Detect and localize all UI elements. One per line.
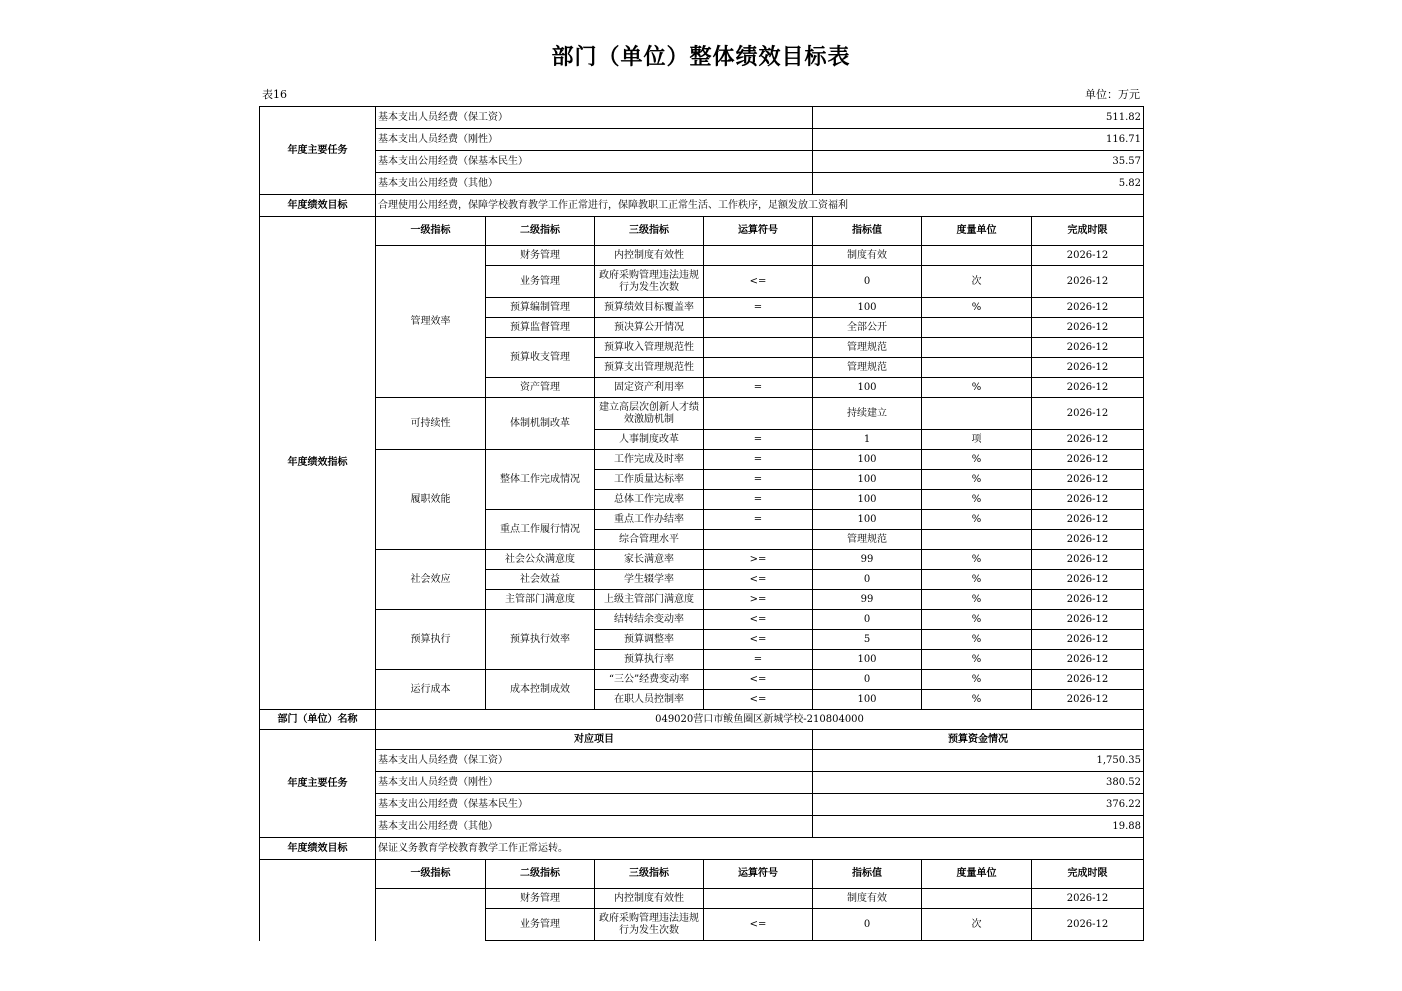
- indicator-row: [260, 450, 1144, 470]
- level3-cell: 政府采购管理违法违规行为发生次数: [595, 909, 704, 941]
- indicator-row: [260, 889, 1144, 909]
- value-cell: 100: [813, 450, 922, 470]
- deadline-cell: 2026-12: [1032, 630, 1144, 650]
- level1-cell: 履职效能: [376, 450, 486, 550]
- unit-cell: %: [922, 378, 1032, 398]
- operator-cell: <=: [704, 690, 813, 710]
- task-row: [260, 129, 1144, 151]
- level1-cell: 预算执行: [376, 610, 486, 670]
- annual-indicators-label: 年度绩效指标: [260, 217, 376, 710]
- value-cell: 制度有效: [813, 889, 922, 909]
- indicator-row: [260, 610, 1144, 630]
- level3-cell: 预算支出管理规范性: [595, 358, 704, 378]
- unit-cell: %: [922, 490, 1032, 510]
- level3-cell: 人事制度改革: [595, 430, 704, 450]
- level2-cell: 重点工作履行情况: [486, 510, 595, 550]
- unit-cell: [922, 318, 1032, 338]
- indicator-header-row: [260, 860, 1144, 889]
- value-cell: 100: [813, 470, 922, 490]
- level2-cell: 体制机制改革: [486, 398, 595, 450]
- unit-cell: [922, 246, 1032, 266]
- unit-cell: %: [922, 570, 1032, 590]
- deadline-cell: 2026-12: [1032, 550, 1144, 570]
- deadline-cell: 2026-12: [1032, 470, 1144, 490]
- level3-cell: 工作质量达标率: [595, 470, 704, 490]
- value-cell: 管理规范: [813, 358, 922, 378]
- value-cell: 全部公开: [813, 318, 922, 338]
- level2-cell: 成本控制成效: [486, 670, 595, 710]
- deadline-cell: 2026-12: [1032, 450, 1144, 470]
- operator-cell: =: [704, 378, 813, 398]
- unit-cell: 项: [922, 430, 1032, 450]
- task-amount: 1,750.35: [813, 750, 1144, 772]
- task-name: 基本支出公用经费（其他）: [376, 816, 813, 838]
- task-amount: 5.82: [813, 173, 1144, 195]
- annual-goal-text: 保证义务教育学校教育教学工作正常运转。: [376, 838, 1144, 860]
- level3-cell: 家长满意率: [595, 550, 704, 570]
- goal-row: [260, 195, 1144, 217]
- level3-cell: 内控制度有效性: [595, 889, 704, 909]
- header-operator: 运算符号: [704, 860, 813, 889]
- level3-cell: 重点工作办结率: [595, 510, 704, 530]
- task-row: [260, 173, 1144, 195]
- level1-cell: [376, 889, 486, 941]
- operator-cell: >=: [704, 590, 813, 610]
- dept-name-value: 049020营口市鲅鱼圈区新城学校-210804000: [376, 710, 1144, 730]
- task-row: [260, 794, 1144, 816]
- level2-cell: 资产管理: [486, 378, 595, 398]
- task-amount: 116.71: [813, 129, 1144, 151]
- dept-name-label: 部门（单位）名称: [260, 710, 376, 730]
- level1-cell: 管理效率: [376, 246, 486, 398]
- header-unit: 度量单位: [922, 860, 1032, 889]
- level2-cell: 财务管理: [486, 246, 595, 266]
- unit-cell: [922, 530, 1032, 550]
- task-name: 基本支出公用经费（保基本民生）: [376, 151, 813, 173]
- deadline-cell: 2026-12: [1032, 610, 1144, 630]
- deadline-cell: 2026-12: [1032, 430, 1144, 450]
- unit-cell: %: [922, 690, 1032, 710]
- task-amount: 380.52: [813, 772, 1144, 794]
- level2-cell: 业务管理: [486, 266, 595, 298]
- level3-cell: 工作完成及时率: [595, 450, 704, 470]
- operator-cell: <=: [704, 630, 813, 650]
- performance-table: [259, 106, 1144, 941]
- level3-cell: 预算收入管理规范性: [595, 338, 704, 358]
- value-cell: 0: [813, 610, 922, 630]
- deadline-cell: 2026-12: [1032, 298, 1144, 318]
- dept-name-row: [260, 710, 1144, 730]
- level3-cell: 综合管理水平: [595, 530, 704, 550]
- task-header-row: [260, 730, 1144, 750]
- level3-cell: 内控制度有效性: [595, 246, 704, 266]
- deadline-cell: 2026-12: [1032, 889, 1144, 909]
- unit-cell: 次: [922, 266, 1032, 298]
- unit-cell: [922, 338, 1032, 358]
- operator-cell: [704, 530, 813, 550]
- indicator-row: [260, 246, 1144, 266]
- value-cell: 1: [813, 430, 922, 450]
- unit-cell: %: [922, 610, 1032, 630]
- deadline-cell: 2026-12: [1032, 570, 1144, 590]
- header-value: 指标值: [813, 860, 922, 889]
- operator-cell: >=: [704, 550, 813, 570]
- value-cell: 管理规范: [813, 338, 922, 358]
- level3-cell: 上级主管部门满意度: [595, 590, 704, 610]
- header-level1: 一级指标: [376, 860, 486, 889]
- level3-cell: 总体工作完成率: [595, 490, 704, 510]
- deadline-cell: 2026-12: [1032, 358, 1144, 378]
- unit-label: 单位：万元: [1085, 88, 1140, 101]
- value-cell: 100: [813, 378, 922, 398]
- annual-goal-label: 年度绩效目标: [260, 195, 376, 217]
- task-row: [260, 772, 1144, 794]
- table-number: 表16: [262, 88, 287, 101]
- unit-cell: %: [922, 590, 1032, 610]
- deadline-cell: 2026-12: [1032, 338, 1144, 358]
- budget-status-header: 预算资金情况: [813, 730, 1144, 750]
- operator-cell: <=: [704, 909, 813, 941]
- operator-cell: =: [704, 298, 813, 318]
- task-row: [260, 750, 1144, 772]
- task-amount: 35.57: [813, 151, 1144, 173]
- deadline-cell: 2026-12: [1032, 398, 1144, 430]
- task-name: 基本支出公用经费（其他）: [376, 173, 813, 195]
- operator-cell: =: [704, 650, 813, 670]
- value-cell: 管理规范: [813, 530, 922, 550]
- value-cell: 0: [813, 670, 922, 690]
- operator-cell: [704, 889, 813, 909]
- deadline-cell: 2026-12: [1032, 246, 1144, 266]
- operator-cell: <=: [704, 570, 813, 590]
- indicator-header-row: [260, 217, 1144, 246]
- operator-cell: =: [704, 430, 813, 450]
- unit-cell: %: [922, 650, 1032, 670]
- level2-cell: 社会效益: [486, 570, 595, 590]
- operator-cell: [704, 338, 813, 358]
- task-amount: 19.88: [813, 816, 1144, 838]
- operator-cell: [704, 358, 813, 378]
- operator-cell: =: [704, 450, 813, 470]
- level1-cell: 社会效应: [376, 550, 486, 610]
- level3-cell: 政府采购管理违法违规行为发生次数: [595, 266, 704, 298]
- task-row: [260, 107, 1144, 129]
- header-value: 指标值: [813, 217, 922, 246]
- level3-cell: 预决算公开情况: [595, 318, 704, 338]
- value-cell: 100: [813, 650, 922, 670]
- level3-cell: 结转结余变动率: [595, 610, 704, 630]
- level3-cell: 预算调整率: [595, 630, 704, 650]
- header-level1: 一级指标: [376, 217, 486, 246]
- value-cell: 100: [813, 490, 922, 510]
- unit-cell: %: [922, 298, 1032, 318]
- level3-cell: 学生辍学率: [595, 570, 704, 590]
- header-level2: 二级指标: [486, 860, 595, 889]
- unit-cell: 次: [922, 909, 1032, 941]
- unit-cell: %: [922, 630, 1032, 650]
- corresponding-items-header: 对应项目: [376, 730, 813, 750]
- operator-cell: =: [704, 470, 813, 490]
- deadline-cell: 2026-12: [1032, 378, 1144, 398]
- unit-cell: [922, 889, 1032, 909]
- operator-cell: [704, 398, 813, 430]
- indicator-row: [260, 550, 1144, 570]
- annual-tasks-label: 年度主要任务: [260, 107, 376, 195]
- task-row: [260, 151, 1144, 173]
- deadline-cell: 2026-12: [1032, 530, 1144, 550]
- value-cell: 100: [813, 298, 922, 318]
- task-name: 基本支出人员经费（刚性）: [376, 772, 813, 794]
- header-level2: 二级指标: [486, 217, 595, 246]
- level2-cell: 财务管理: [486, 889, 595, 909]
- task-amount: 511.82: [813, 107, 1144, 129]
- operator-cell: <=: [704, 610, 813, 630]
- task-name: 基本支出公用经费（保基本民生）: [376, 794, 813, 816]
- header-level3: 三级指标: [595, 860, 704, 889]
- level2-cell: 预算编制管理: [486, 298, 595, 318]
- value-cell: 0: [813, 266, 922, 298]
- header-operator: 运算符号: [704, 217, 813, 246]
- level3-cell: 在职人员控制率: [595, 690, 704, 710]
- value-cell: 持续建立: [813, 398, 922, 430]
- page-title: 部门（单位）整体绩效目标表: [551, 45, 851, 70]
- level3-cell: 固定资产利用率: [595, 378, 704, 398]
- header-level3: 三级指标: [595, 217, 704, 246]
- level2-cell: 业务管理: [486, 909, 595, 941]
- operator-cell: <=: [704, 266, 813, 298]
- unit-cell: %: [922, 450, 1032, 470]
- operator-cell: =: [704, 490, 813, 510]
- value-cell: 99: [813, 550, 922, 570]
- annual-indicators-label-continued: [260, 860, 376, 941]
- level3-cell: “三公”经费变动率: [595, 670, 704, 690]
- header-unit: 度量单位: [922, 217, 1032, 246]
- value-cell: 0: [813, 909, 922, 941]
- level3-cell: 建立高层次创新人才绩效激励机制: [595, 398, 704, 430]
- task-name: 基本支出人员经费（刚性）: [376, 129, 813, 151]
- level2-cell: 社会公众满意度: [486, 550, 595, 570]
- operator-cell: [704, 246, 813, 266]
- header-deadline: 完成时限: [1032, 217, 1144, 246]
- header-deadline: 完成时限: [1032, 860, 1144, 889]
- level1-cell: 可持续性: [376, 398, 486, 450]
- unit-cell: [922, 398, 1032, 430]
- task-row: [260, 816, 1144, 838]
- level1-cell: 运行成本: [376, 670, 486, 710]
- level2-cell: 预算监督管理: [486, 318, 595, 338]
- unit-cell: %: [922, 470, 1032, 490]
- operator-cell: <=: [704, 670, 813, 690]
- value-cell: 100: [813, 510, 922, 530]
- value-cell: 100: [813, 690, 922, 710]
- level2-cell: 整体工作完成情况: [486, 450, 595, 510]
- deadline-cell: 2026-12: [1032, 909, 1144, 941]
- level2-cell: 主管部门满意度: [486, 590, 595, 610]
- deadline-cell: 2026-12: [1032, 266, 1144, 298]
- deadline-cell: 2026-12: [1032, 690, 1144, 710]
- annual-tasks-label: 年度主要任务: [260, 730, 376, 838]
- value-cell: 制度有效: [813, 246, 922, 266]
- task-amount: 376.22: [813, 794, 1144, 816]
- level3-cell: 预算绩效目标覆盖率: [595, 298, 704, 318]
- indicator-row: [260, 398, 1144, 430]
- deadline-cell: 2026-12: [1032, 650, 1144, 670]
- unit-cell: %: [922, 670, 1032, 690]
- deadline-cell: 2026-12: [1032, 590, 1144, 610]
- deadline-cell: 2026-12: [1032, 318, 1144, 338]
- deadline-cell: 2026-12: [1032, 490, 1144, 510]
- operator-cell: [704, 318, 813, 338]
- level2-cell: 预算执行效率: [486, 610, 595, 670]
- level2-cell: 预算收支管理: [486, 338, 595, 378]
- task-name: 基本支出人员经费（保工资）: [376, 750, 813, 772]
- value-cell: 0: [813, 570, 922, 590]
- value-cell: 99: [813, 590, 922, 610]
- level3-cell: 预算执行率: [595, 650, 704, 670]
- unit-cell: [922, 358, 1032, 378]
- unit-cell: %: [922, 510, 1032, 530]
- indicator-row: [260, 670, 1144, 690]
- goal-row: [260, 838, 1144, 860]
- value-cell: 5: [813, 630, 922, 650]
- deadline-cell: 2026-12: [1032, 670, 1144, 690]
- task-name: 基本支出人员经费（保工资）: [376, 107, 813, 129]
- operator-cell: =: [704, 510, 813, 530]
- annual-goal-text: 合理使用公用经费，保障学校教育教学工作正常进行，保障教职工正常生活、工作秩序，足额发放工资福利: [376, 195, 1144, 217]
- unit-cell: %: [922, 550, 1032, 570]
- annual-goal-label: 年度绩效目标: [260, 838, 376, 860]
- deadline-cell: 2026-12: [1032, 510, 1144, 530]
